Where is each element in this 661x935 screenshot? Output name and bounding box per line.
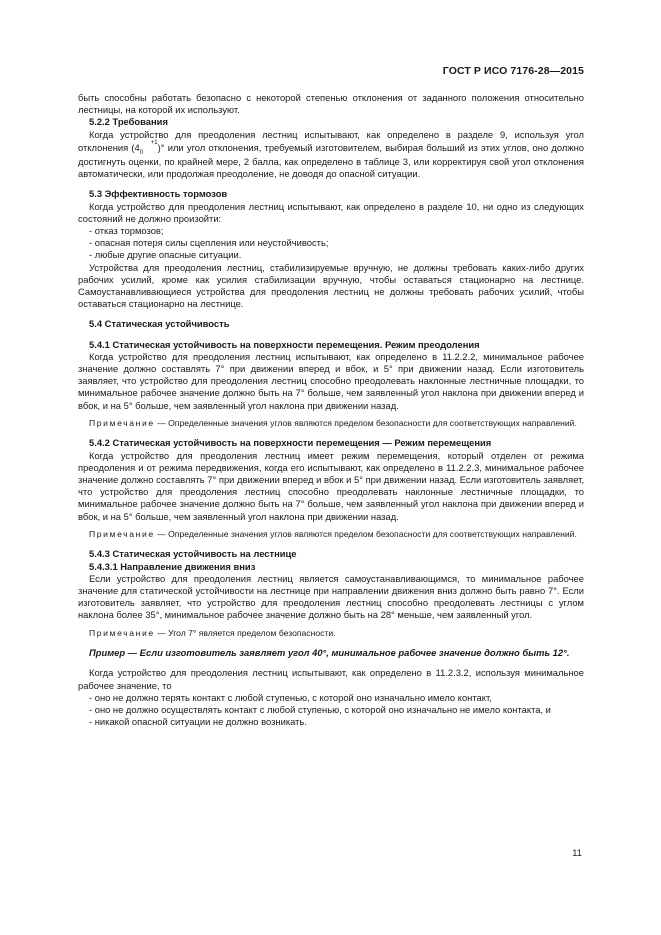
heading-5-4-3-1: 5.4.3.1 Направление движения вниз	[89, 560, 256, 572]
note-text: — Определенные значения углов являются пределом безопасности для соответствующих направлений.	[154, 417, 577, 428]
tolerance-sup: +1	[150, 139, 158, 146]
paragraph-text-b: )° или угол отклонения, требуемый изготовителем, выбирая больший из этих углов, оно должно достигнуть оценки, по крайней мере, 2 балла, как определено в таблице 3, или корректируя свой угол отклонения автоматически, или продолжая преодоление, не доводя до опасной ситуации.	[78, 141, 585, 180]
note-text: — Определенные значения углов являются пределом безопасности для соответствующих направлений.	[154, 528, 577, 539]
heading-5-3: 5.3 Эффективность тормозов	[89, 188, 228, 200]
paragraph-continuation: быть способны работать безопасно с некоторой степенью отклонения от заданного положения относительно лестницы, на которой их используют.	[78, 92, 584, 116]
paragraph-5-4-3-1: Если устройство для преодоления лестниц является самоустанавливающимся, то минимальное рабочее значение для статической устойчивости на лестнице при направлении движения вниз должно быть равно 7°. Если изготовитель заявляет, что устройство для преодоления лестниц способно преодолевать лестницы с углом наклона более 35°, минимальное рабочее значение должно быть на 28° меньше, чем заявленный угол.	[78, 572, 584, 621]
list-item: - оно не должно осуществлять контакт с любой ступенью, с которой оно изначально не имело контакта, и	[89, 704, 551, 716]
note-5-4-1	[78, 418, 584, 430]
note-label: Примечание	[89, 627, 155, 638]
heading-5-4-3: 5.4.3 Статическая устойчивость на лестнице	[89, 548, 297, 560]
heading-5-2-2: 5.2.2 Требования	[89, 116, 168, 128]
note-5-4-2	[78, 529, 584, 541]
list-item: - отказ тормозов;	[89, 225, 164, 237]
heading-5-4-2: 5.4.2 Статическая устойчивость на поверхности перемещения — Режим перемещения	[89, 437, 492, 449]
list-item: - любые другие опасные ситуации.	[89, 249, 242, 261]
note-label: Примечание	[89, 417, 155, 428]
heading-5-4: 5.4 Статическая устойчивость	[89, 318, 230, 330]
note-5-4-3-1	[78, 628, 584, 640]
example-5-4-3-1: Пример — Если изготовитель заявляет угол 40°, минимальное рабочее значение должно быть 12°.	[89, 647, 570, 659]
paragraph-text-a: Когда устройство для преодоления лестниц испытывают, как определено в разделе 9, используя угол отклонения (4	[78, 128, 584, 153]
paragraph-5-3-manual: Устройства для преодоления лестниц, стабилизируемые вручную, не должны требовать каких-либо других рабочих усилий, кроме как усилия стабилизации вручную, чтобы оставаться стационарно на лестнице. Самоустанавливающиеся устройства для преодоления лестниц не должны требовать рабочих усилий, чтобы оставаться стационарно на лестнице.	[78, 261, 584, 310]
note-label: Примечание	[89, 528, 155, 539]
paragraph-5-3-intro: Когда устройство для преодоления лестниц испытывают, как определено в разделе 10, ни одно из следующих состояний не должно произойти:	[78, 200, 584, 224]
list-item: - никакой опасной ситуации не должно возникать.	[89, 716, 307, 728]
paragraph-5-2-2	[78, 129, 584, 181]
document-body	[78, 92, 584, 729]
page-number: 11	[572, 847, 582, 858]
paragraph-5-4-2: Когда устройство для преодоления лестниц имеет режим перемещения, который отделен от режима преодоления и от режима передвижения, когда его испытывают, как определено в 11.2.2.3, минимальное рабочее значение должно составлять 7° при движении вперед и вбок и 5° при движении назад. Если изготовитель заявляет, что устройство для преодоления лестниц способно преодолевать наклонные лестничные площадки, то минимальное рабочее значение должно быть на 7° больше, чем заявленный угол наклона при движении вперед и вбок, и на 5° больше, чем заявленный угол наклона при движении назад.	[78, 449, 584, 522]
heading-5-4-1: 5.4.1 Статическая устойчивость на поверхности перемещения. Режим преодоления	[89, 338, 480, 350]
note-text: — Угол 7° является пределом безопасности.	[154, 627, 336, 638]
paragraph-5-4-1: Когда устройство для преодоления лестниц испытывают, как определено в 11.2.2.2, минимальное рабочее значение должно составлять 7° при движении вперед и вбок, и 5° при движении назад. Если изготовитель заявляет, что устройство для преодоления лестниц способно преодолевать наклонные лестничные площадки, то минимальное рабочее значение должно быть на 7° больше, чем заявленный угол наклона при движении вперед и вбок, и на 5° больше, чем заявленный угол наклона при движении назад.	[78, 350, 584, 411]
tolerance-fraction	[140, 141, 158, 156]
paragraph-5-4-3-1-test: Когда устройство для преодоления лестниц испытывают, как определено в 11.2.3.2, используя минимальное рабочее значение, то	[78, 667, 584, 691]
tolerance-sub: 0	[139, 150, 144, 156]
list-item: - опасная потеря силы сцепления или неустойчивость;	[89, 237, 329, 249]
list-item: - оно не должно терять контакт с любой ступенью, с которой оно изначально имело контакт,	[89, 691, 492, 703]
document-header: ГОСТ Р ИСО 7176-28—2015	[442, 65, 584, 77]
